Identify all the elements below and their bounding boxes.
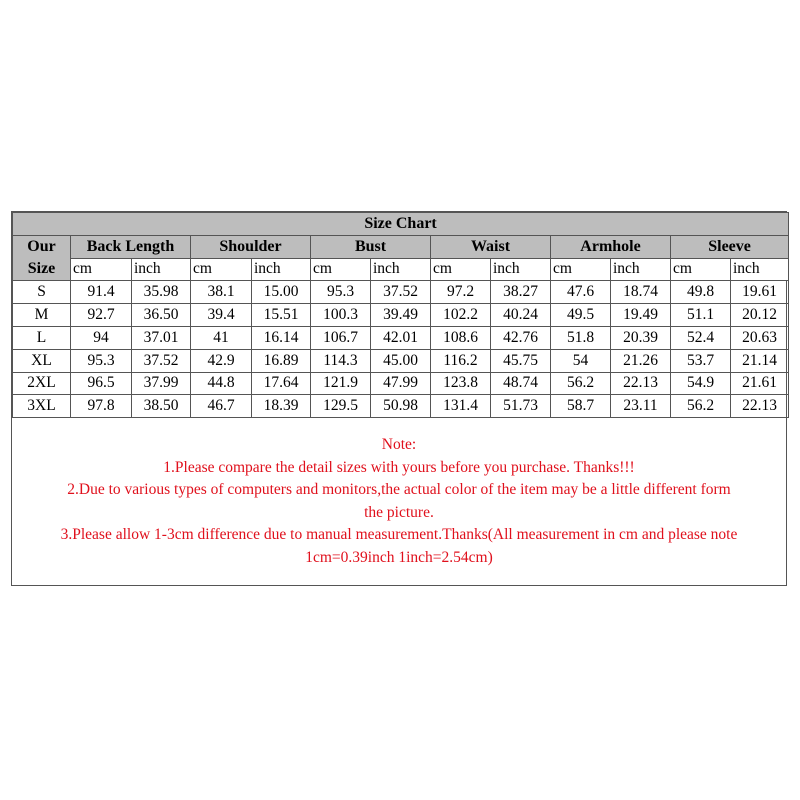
measurement-cell: 92.7 [71, 304, 132, 327]
note-line-4: 3.Please allow 1-3cm difference due to manual measurement.Thanks(All measurement in cm and please note [60, 526, 738, 543]
measurement-cell: 52.4 [671, 326, 731, 349]
measurement-cell: 42.76 [491, 326, 551, 349]
note-line-1: 1.Please compare the detail sizes with yours before you purchase. Thanks!!! [163, 458, 635, 476]
unit-header: cm [71, 258, 132, 281]
size-label: M [13, 304, 71, 327]
measurement-cell: 20.12 [731, 304, 789, 327]
measurement-cell: 37.52 [371, 281, 431, 304]
size-chart-body [13, 213, 789, 418]
group-header: Waist [431, 235, 551, 258]
measurement-cell: 47.99 [371, 372, 431, 395]
unit-header: cm [671, 258, 731, 281]
unit-header: inch [252, 258, 311, 281]
measurement-cell: 121.9 [311, 372, 371, 395]
measurement-cell: 16.14 [252, 326, 311, 349]
measurement-cell: 21.26 [611, 349, 671, 372]
note-line-2: 2.Due to various types of computers and monitors,the actual color of the item may be a little different form [67, 481, 731, 498]
measurement-cell: 97.2 [431, 281, 491, 304]
measurement-cell: 56.2 [671, 395, 731, 418]
measurement-cell: 20.63 [731, 326, 789, 349]
unit-header: inch [132, 258, 191, 281]
measurement-cell: 47.6 [551, 281, 611, 304]
measurement-cell: 37.01 [132, 326, 191, 349]
notes-section [12, 434, 786, 569]
measurement-cell: 22.13 [731, 395, 789, 418]
unit-header: cm [551, 258, 611, 281]
size-label: XL [13, 349, 71, 372]
measurement-cell: 95.3 [311, 281, 371, 304]
measurement-cell: 45.00 [371, 349, 431, 372]
measurement-cell: 100.3 [311, 304, 371, 327]
measurement-cell: 102.2 [431, 304, 491, 327]
measurement-cell: 37.99 [132, 372, 191, 395]
measurement-cell: 96.5 [71, 372, 132, 395]
measurement-cell: 36.50 [132, 304, 191, 327]
our-size-header-line2: Size [27, 260, 56, 278]
measurement-cell: 94 [71, 326, 132, 349]
measurement-cell: 51.1 [671, 304, 731, 327]
our-size-header-line1: Our [27, 238, 56, 256]
group-header: Bust [311, 235, 431, 258]
measurement-cell: 41 [191, 326, 252, 349]
size-label: 2XL [13, 372, 71, 395]
measurement-cell: 49.5 [551, 304, 611, 327]
measurement-cell: 19.61 [731, 281, 789, 304]
measurement-cell: 39.49 [371, 304, 431, 327]
measurement-cell: 15.51 [252, 304, 311, 327]
measurement-cell: 54 [551, 349, 611, 372]
measurement-cell: 106.7 [311, 326, 371, 349]
measurement-cell: 37.52 [132, 349, 191, 372]
measurement-cell: 46.7 [191, 395, 252, 418]
our-size-header [13, 235, 71, 281]
measurement-cell: 116.2 [431, 349, 491, 372]
measurement-cell: 19.49 [611, 304, 671, 327]
unit-header: inch [731, 258, 789, 281]
measurement-cell: 15.00 [252, 281, 311, 304]
unit-header: cm [431, 258, 491, 281]
measurement-cell: 123.8 [431, 372, 491, 395]
note-line-3: the picture. [364, 503, 434, 521]
table-row [13, 372, 789, 395]
unit-header: cm [191, 258, 252, 281]
note-line-5: 1cm=0.39inch 1inch=2.54cm) [305, 548, 493, 566]
measurement-cell: 49.8 [671, 281, 731, 304]
measurement-cell: 54.9 [671, 372, 731, 395]
measurement-cell: 45.75 [491, 349, 551, 372]
size-chart [11, 211, 787, 586]
measurement-cell: 39.4 [191, 304, 252, 327]
measurement-cell: 21.14 [731, 349, 789, 372]
measurement-cell: 51.73 [491, 395, 551, 418]
measurement-cell: 91.4 [71, 281, 132, 304]
size-chart-title: Size Chart [13, 213, 789, 236]
measurement-cell: 20.39 [611, 326, 671, 349]
measurement-cell: 40.24 [491, 304, 551, 327]
table-row [13, 304, 789, 327]
notes-heading: Note: [381, 436, 417, 453]
unit-header: inch [611, 258, 671, 281]
table-row [13, 395, 789, 418]
table-row [13, 326, 789, 349]
table-row [13, 349, 789, 372]
measurement-cell: 53.7 [671, 349, 731, 372]
measurement-cell: 21.61 [731, 372, 789, 395]
measurement-cell: 97.8 [71, 395, 132, 418]
group-header: Armhole [551, 235, 671, 258]
measurement-cell: 114.3 [311, 349, 371, 372]
size-label: 3XL [13, 395, 71, 418]
size-chart-table [12, 212, 789, 418]
measurement-cell: 129.5 [311, 395, 371, 418]
measurement-cell: 51.8 [551, 326, 611, 349]
measurement-cell: 38.27 [491, 281, 551, 304]
measurement-cell: 50.98 [371, 395, 431, 418]
measurement-cell: 58.7 [551, 395, 611, 418]
measurement-cell: 17.64 [252, 372, 311, 395]
measurement-cell: 18.39 [252, 395, 311, 418]
group-header: Shoulder [191, 235, 311, 258]
size-label: L [13, 326, 71, 349]
group-header: Sleeve [671, 235, 789, 258]
measurement-cell: 35.98 [132, 281, 191, 304]
measurement-cell: 22.13 [611, 372, 671, 395]
measurement-cell: 18.74 [611, 281, 671, 304]
measurement-cell: 48.74 [491, 372, 551, 395]
measurement-cell: 108.6 [431, 326, 491, 349]
group-header: Back Length [71, 235, 191, 258]
measurement-cell: 42.01 [371, 326, 431, 349]
measurement-cell: 42.9 [191, 349, 252, 372]
measurement-cell: 56.2 [551, 372, 611, 395]
measurement-cell: 38.1 [191, 281, 252, 304]
measurement-cell: 95.3 [71, 349, 132, 372]
measurement-cell: 38.50 [132, 395, 191, 418]
measurement-cell: 16.89 [252, 349, 311, 372]
table-row [13, 281, 789, 304]
unit-header: cm [311, 258, 371, 281]
measurement-cell: 44.8 [191, 372, 252, 395]
measurement-cell: 131.4 [431, 395, 491, 418]
measurement-cell: 23.11 [611, 395, 671, 418]
unit-header: inch [371, 258, 431, 281]
size-label: S [13, 281, 71, 304]
unit-header: inch [491, 258, 551, 281]
